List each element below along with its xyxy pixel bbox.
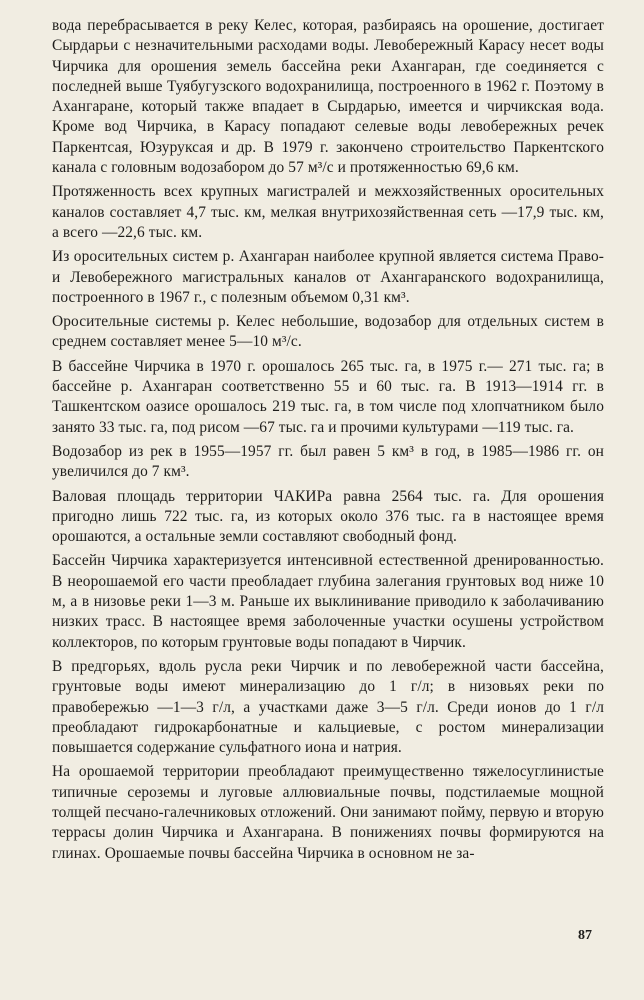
paragraph-10: На орошаемой территории преобладают преимущественно тяжелосуглинистые типичные сероземы и луговые аллювиальные почвы, подстилаемые мощной толщей песчано-галечниковых отложений. Они занимают пойму, первую и вторую террасы долин Чирчика и Ахангарана. В понижениях почвы формируются на глинах. Орошаемые почвы бассейна Чирчика в основном не за-	[52, 763, 604, 862]
paragraph-1: вода перебрасывается в реку Келес, которая, разбираясь на орошение, достигает Сырдарьи с незначительными расходами воды. Левобережный Карасу несет воды Чирчика для орошения земель бассейна реки Ахангаран, где соединяется с последней выше Туябугузского водохранилища, построенного в 1962 г. Поэтому в Ахангаране, который также впадает в Сырдарью, имеется и чирчикская вода. Кроме вод Чирчика, в Карасу попадают селевые воды левобережных речек Паркентсая, Юзуруксая и др. В 1979 г. закончено строительство Паркентского канала с головным водозабором до 57 м³/с и протяженностью 69,6 км.	[52, 17, 604, 177]
paragraph-5: В бассейне Чирчика в 1970 г. орошалось 265 тыс. га, в 1975 г.— 271 тыс. га; в бассейне р. Ахангаран соответственно 55 и 60 тыс. га. В 1913—1914 гг. в Ташкентском оазисе орошалось 219 тыс. га, в том числе под хлопчатником было занято 33 тыс. га, под рисом —67 тыс. га и прочими культурами —119 тыс. га.	[52, 357, 604, 436]
paragraph-4: Оросительные системы р. Келес небольшие, водозабор для отдельных систем в среднем составляет менее 5—10 м³/с.	[52, 313, 604, 351]
paragraph-7: Валовая площадь территории ЧАКИРа равна 2564 тыс. га. Для орошения пригодно лишь 722 тыс. га, из которых около 376 тыс. га в настоящее время орошаются, а остальные земли составляют свободный фонд.	[52, 487, 604, 546]
page-number: 87	[578, 928, 592, 943]
paragraph-2: Протяженность всех крупных магистралей и межхозяйственных оросительных каналов составляет 4,7 тыс. км, мелкая внутрихозяйственная сеть —17,9 тыс. км, а всего —22,6 тыс. км.	[52, 183, 604, 241]
paragraph-3: Из оросительных систем р. Ахангаран наиболее крупной является система Право- и Левобережного магистральных каналов от Ахангаранского водохранилища, построенного в 1967 г., с полезным объемом 0,31 км³.	[52, 248, 604, 306]
page-body	[52, 16, 604, 868]
paragraph-6: Водозабор из рек в 1955—1957 гг. был равен 5 км³ в год, в 1985—1986 гг. он увеличился до 7 км³.	[52, 442, 604, 481]
paragraph-8: Бассейн Чирчика характеризуется интенсивной естественной дренированностью. В неорошаемой его части преобладает глубина залегания грунтовых вод ниже 10 м, а в низовье реки 1—3 м. Раньше их выклинивание приводило к заболачиванию низких трасс. В настоящее время заболоченные участки осушены устройством коллекторов, по которым грунтовые воды попадают в Чирчик.	[52, 552, 604, 651]
paragraph-9: В предгорьях, вдоль русла реки Чирчик и по левобережной части бассейна, грунтовые воды имеют минерализацию до 1 г/л; в низовьях реки по правобережью —1—3 г/л, а участками даже 3—5 г/л. Среди ионов до 1 г/л преобладают гидрокарбонатные и кальциевые, с ростом минерализации повышается содержание сульфатного иона и натрия.	[52, 657, 604, 757]
